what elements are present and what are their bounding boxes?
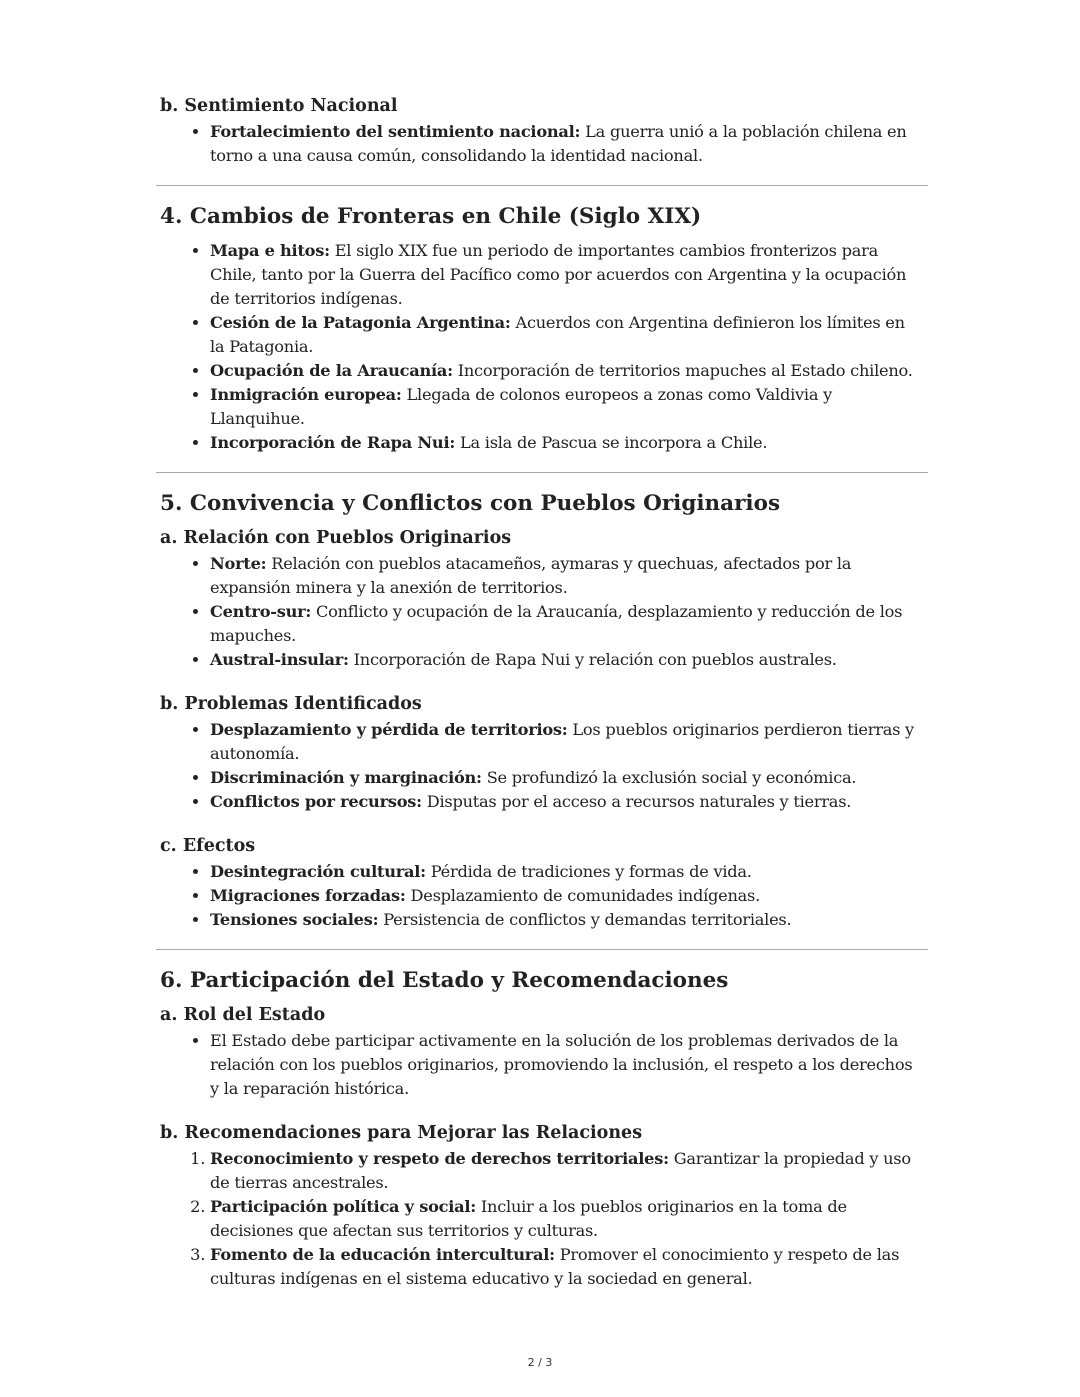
- item-text: Disputas por el acceso a recursos naturales y tierras.: [421, 792, 852, 811]
- list-item: [210, 884, 924, 908]
- bullet-list: [160, 1029, 924, 1101]
- subsection-heading: b. Problemas Identificados: [160, 694, 422, 714]
- item-label: Incorporación de Rapa Nui:: [210, 433, 456, 452]
- item-text: Los pueblos originarios perdieron tierras y autonomía.: [210, 720, 914, 763]
- item-label: Mapa e hitos:: [210, 241, 330, 260]
- item-text: Conflicto y ocupación de la Araucanía, desplazamiento y reducción de los mapuches.: [210, 602, 903, 645]
- subsection-heading: b. Recomendaciones para Mejorar las Relaciones: [160, 1123, 643, 1143]
- item-text: Pérdida de tradiciones y formas de vida.: [425, 862, 752, 881]
- item-label: Conflictos por recursos:: [210, 792, 422, 811]
- list-item: [210, 359, 924, 383]
- divider: [156, 185, 928, 186]
- item-label: Desplazamiento y pérdida de territorios:: [210, 720, 568, 739]
- item-text: El siglo XIX fue un periodo de importantes cambios fronterizos para Chile, tanto por la Guerra del Pacífico como por acuerdos con Argentina y la ocupación de territorios indígenas.: [210, 241, 907, 308]
- bullet-list: [160, 718, 924, 814]
- item-label: Discriminación y marginación:: [210, 768, 482, 787]
- list-item: [210, 718, 924, 766]
- section-heading: 5. Convivencia y Conflictos con Pueblos Originarios: [160, 491, 781, 516]
- item-text: Incorporación de Rapa Nui y relación con pueblos australes.: [348, 650, 837, 669]
- item-text: Acuerdos con Argentina definieron los límites en la Patagonia.: [210, 313, 905, 356]
- document-page: [160, 94, 924, 1291]
- list-item: [210, 1243, 924, 1291]
- item-text: Se profundizó la exclusión social y económica.: [481, 768, 857, 787]
- list-item: [210, 908, 924, 932]
- bullet-list: [160, 239, 924, 455]
- list-item: [210, 1195, 924, 1243]
- section-heading: 6. Participación del Estado y Recomendaciones: [160, 968, 729, 993]
- bullet-list: [160, 860, 924, 932]
- bullet-list: [160, 120, 924, 168]
- item-label: Austral-insular:: [210, 650, 349, 669]
- item-text: Llegada de colonos europeos a zonas como Valdivia y Llanquihue.: [210, 385, 833, 428]
- list-item: [210, 383, 924, 431]
- list-item: [210, 860, 924, 884]
- item-label: Centro-sur:: [210, 602, 312, 621]
- numbered-list: [160, 1147, 924, 1291]
- item-label: Fomento de la educación intercultural:: [210, 1245, 555, 1264]
- list-item: [210, 239, 924, 311]
- item-text: Promover el conocimiento y respeto de las culturas indígenas en el sistema educativo y la sociedad en general.: [210, 1245, 900, 1288]
- item-text: La guerra unió a la población chilena en torno a una causa común, consolidando la identidad nacional.: [210, 122, 907, 165]
- item-text: Relación con pueblos atacameños, aymaras y quechuas, afectados por la expansión minera y la anexión de territorios.: [210, 554, 852, 597]
- item-text: Persistencia de conflictos y demandas territoriales.: [378, 910, 792, 929]
- item-text: Desplazamiento de comunidades indígenas.: [405, 886, 760, 905]
- list-item: [210, 311, 924, 359]
- item-text: Incluir a los pueblos originarios en la toma de decisiones que afectan sus territorios y culturas.: [210, 1197, 847, 1240]
- item-label: Ocupación de la Araucanía:: [210, 361, 453, 380]
- item-label: Inmigración europea:: [210, 385, 402, 404]
- list-item: [210, 600, 924, 648]
- list-item: [210, 790, 924, 814]
- list-item: [210, 648, 924, 672]
- bullet-list: [160, 552, 924, 672]
- item-label: Tensiones sociales:: [210, 910, 379, 929]
- page-indicator: 2 / 3: [527, 1356, 553, 1369]
- item-text: El Estado debe participar activamente en la solución de los problemas derivados de la relación con los pueblos originarios, promoviendo la inclusión, el respeto a los derechos y la reparación histórica.: [210, 1031, 913, 1098]
- subsection-heading: a. Relación con Pueblos Originarios: [160, 528, 512, 548]
- section-heading: 4. Cambios de Fronteras en Chile (Siglo XIX): [160, 204, 702, 229]
- item-label: Norte:: [210, 554, 267, 573]
- item-label: Migraciones forzadas:: [210, 886, 406, 905]
- item-text: La isla de Pascua se incorpora a Chile.: [455, 433, 768, 452]
- subsection-heading: c. Efectos: [160, 836, 256, 856]
- list-item: [210, 1147, 924, 1195]
- list-item: [210, 766, 924, 790]
- item-label: Desintegración cultural:: [210, 862, 426, 881]
- item-label: Cesión de la Patagonia Argentina:: [210, 313, 511, 332]
- item-text: Incorporación de territorios mapuches al Estado chileno.: [452, 361, 913, 380]
- subsection-heading: b. Sentimiento Nacional: [160, 96, 398, 116]
- list-item: [210, 552, 924, 600]
- divider: [156, 472, 928, 473]
- item-label: Participación política y social:: [210, 1197, 476, 1216]
- subsection-heading: a. Rol del Estado: [160, 1005, 326, 1025]
- list-item: [210, 431, 924, 455]
- divider: [156, 949, 928, 950]
- list-item: [210, 120, 924, 168]
- item-label: Reconocimiento y respeto de derechos territoriales:: [210, 1149, 669, 1168]
- item-label: Fortalecimiento del sentimiento nacional:: [210, 122, 581, 141]
- item-text: Garantizar la propiedad y uso de tierras ancestrales.: [210, 1149, 911, 1192]
- list-item: [210, 1029, 924, 1101]
